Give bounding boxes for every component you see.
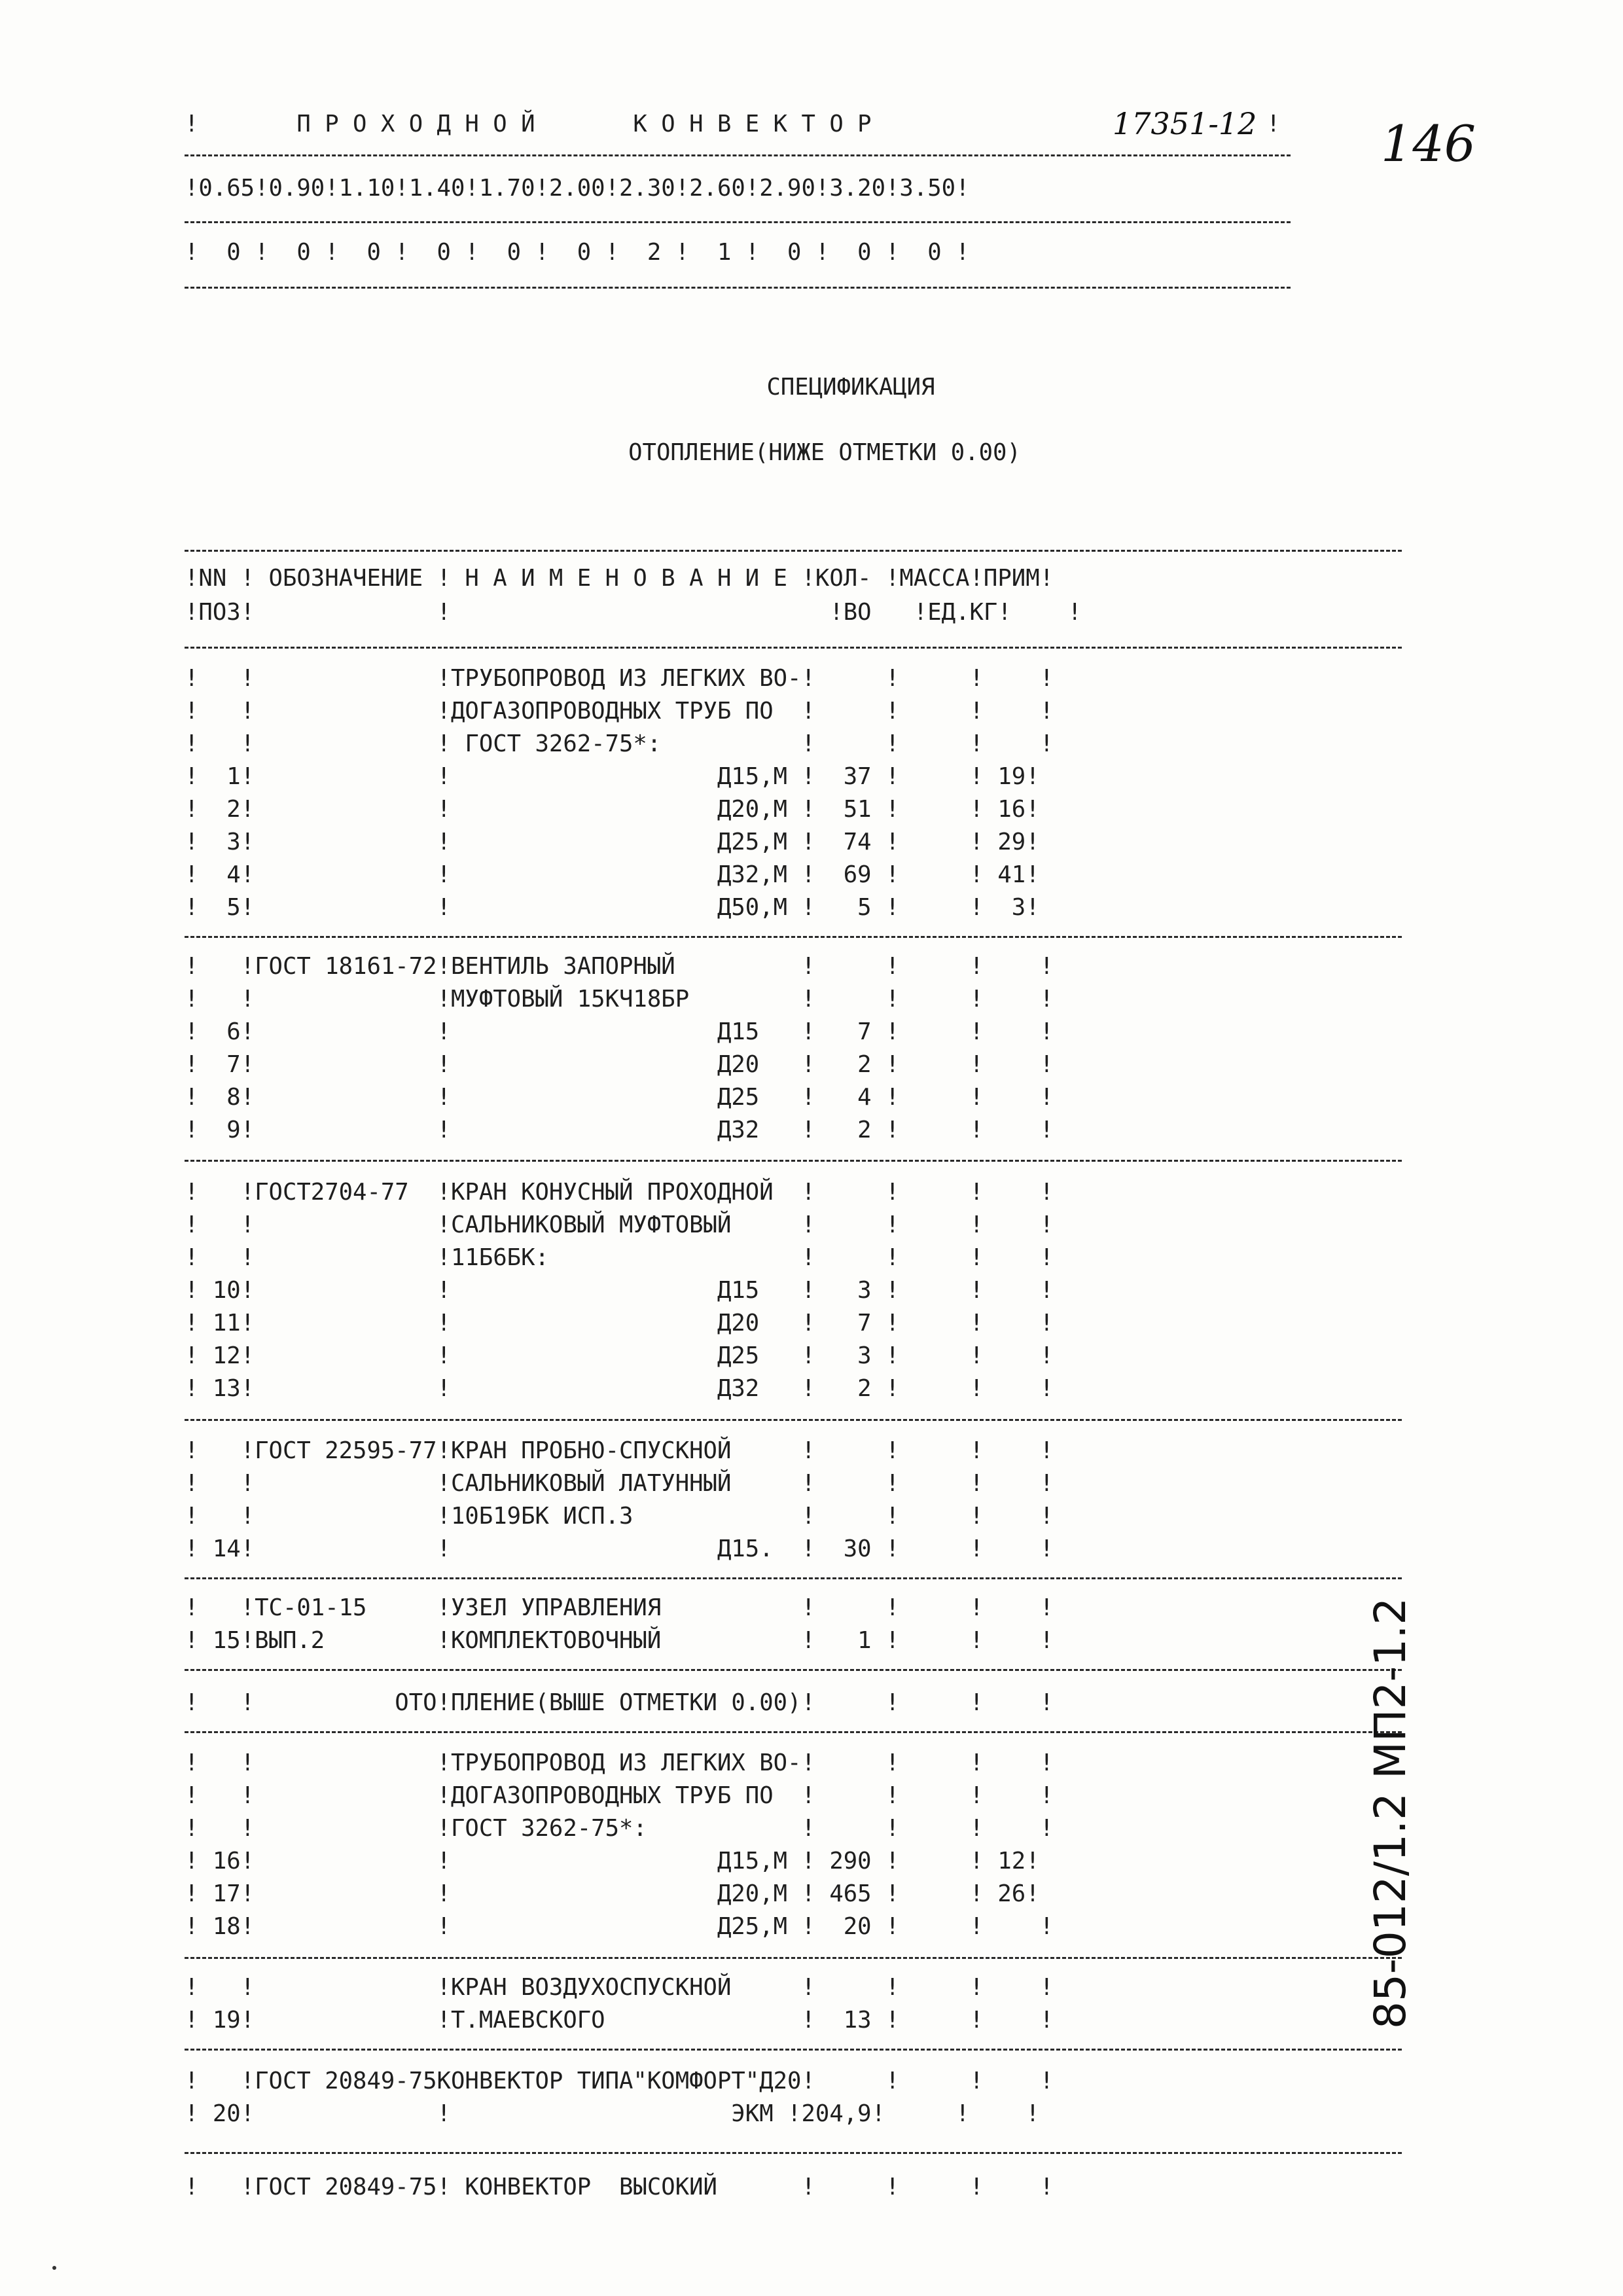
table-row: ! 13! ! Д32 ! 2 ! ! !	[185, 1375, 1054, 1402]
table-row: ! !ГОСТ 22595-77!КРАН ПРОБНО-СПУСКНОЙ ! ! ! !	[185, 1437, 1054, 1464]
table-row: ! 5! ! Д50,М ! 5 ! ! 3!	[185, 894, 1040, 921]
divider	[185, 936, 1402, 938]
divider	[185, 1419, 1402, 1421]
spec-title: СПЕЦИФИКАЦИЯ	[766, 374, 935, 401]
divider	[185, 1957, 1402, 1959]
divider	[185, 154, 1291, 156]
page-number: 146	[1381, 115, 1476, 173]
table-row: ! ! !ДОГАЗОПРОВОДНЫХ ТРУБ ПО ! ! ! !	[185, 1782, 1054, 1809]
table-row: ! ! !ГОСТ 3262-75*: ! ! ! !	[185, 1815, 1054, 1842]
divider	[185, 221, 1291, 223]
header-values-row: !0.65!0.90!1.10!1.40!1.70!2.00!2.30!2.60!2.90!3.20!3.50!	[185, 175, 970, 202]
table-row: ! 3! ! Д25,М ! 74 ! ! 29!	[185, 829, 1040, 855]
table-row: ! !ГОСТ 20849-75КОНВЕКТОР ТИПА"КОМФОРТ"Д20! ! ! !	[185, 2068, 1054, 2094]
table-row: ! 14! ! Д15. ! 30 ! ! !	[185, 1535, 1054, 1562]
table-row: ! ! !10Б19БК ИСП.3 ! ! ! !	[185, 1503, 1054, 1530]
table-header-line: !ПОЗ! ! !ВО !ЕД.КГ! !	[185, 599, 1082, 626]
table-row: ! 15!ВЫП.2 !КОМПЛЕКТОВОЧНЫЙ ! 1 ! ! !	[185, 1627, 1054, 1654]
handwritten-drawing-code: 17351-12	[1113, 106, 1257, 141]
table-row: ! !ГОСТ2704-77 !КРАН КОНУСНЫЙ ПРОХОДНОЙ ! ! ! !	[185, 1179, 1054, 1206]
margin-document-code: 85-012/1.2 МП2-1.2	[1365, 1597, 1416, 2029]
divider	[185, 2152, 1402, 2154]
table-row: ! 10! ! Д15 ! 3 ! ! !	[185, 1277, 1054, 1304]
header-title-line: ! П Р О Х О Д Н О Й К О Н В Е К Т О Р	[185, 111, 872, 137]
table-row: ! !ГОСТ 20849-75! КОНВЕКТОР ВЫСОКИЙ ! ! ! !	[185, 2174, 1054, 2200]
table-row: ! !ГОСТ 18161-72!ВЕНТИЛЬ ЗАПОРНЫЙ ! ! ! !	[185, 953, 1054, 980]
table-row: ! ! !ТРУБОПРОВОД ИЗ ЛЕГКИХ ВО-! ! ! !	[185, 1749, 1054, 1776]
table-row: ! 1! ! Д15,М ! 37 ! ! 19!	[185, 763, 1040, 790]
table-row: ! 11! ! Д20 ! 7 ! ! !	[185, 1310, 1054, 1336]
header-counts-row: ! 0 ! 0 ! 0 ! 0 ! 0 ! 0 ! 2 ! 1 ! 0 ! 0 ! 0 !	[185, 239, 970, 266]
table-row: ! 16! ! Д15,М ! 290 ! ! 12!	[185, 1848, 1040, 1874]
table-row: ! 18! ! Д25,М ! 20 ! ! !	[185, 1913, 1054, 1940]
table-row: ! ! !САЛЬНИКОВЫЙ МУФТОВЫЙ ! ! ! !	[185, 1211, 1054, 1238]
table-header-line: !NN ! ОБОЗНАЧЕНИЕ ! Н А И М Е Н О В А Н И Е !КОЛ- !МАССА!ПРИМ!	[185, 565, 1054, 592]
table-row: ! 4! ! Д32,М ! 69 ! ! 41!	[185, 861, 1040, 888]
table-row: ! 12! ! Д25 ! 3 ! ! !	[185, 1342, 1054, 1369]
table-row: ! ! !ДОГАЗОПРОВОДНЫХ ТРУБ ПО ! ! ! !	[185, 698, 1054, 725]
table-row: ! ! ОТО!ПЛЕНИЕ(ВЫШЕ ОТМЕТКИ 0.00)! ! ! !	[185, 1689, 1054, 1716]
divider	[185, 1731, 1402, 1733]
table-row: ! ! !11Б6БК: ! ! ! !	[185, 1244, 1054, 1271]
table-border-top	[185, 550, 1402, 552]
divider	[185, 647, 1402, 649]
divider	[185, 1160, 1402, 1162]
table-row: ! !ТС-01-15 !УЗЕЛ УПРАВЛЕНИЯ ! ! ! !	[185, 1594, 1054, 1621]
spec-subtitle: ОТОПЛЕНИЕ(НИЖЕ ОТМЕТКИ 0.00)	[628, 439, 1021, 466]
table-row: ! ! !МУФТОВЫЙ 15КЧ18БР ! ! ! !	[185, 986, 1054, 1013]
table-row: ! ! !КРАН ВОЗДУХОСПУСКНОЙ ! ! ! !	[185, 1974, 1054, 2001]
header-title-end: !	[1266, 111, 1281, 137]
divider	[185, 1577, 1402, 1579]
table-row: ! 6! ! Д15 ! 7 ! ! !	[185, 1018, 1054, 1045]
table-row: ! 19! !Т.МАЕВСКОГО ! 13 ! ! !	[185, 2007, 1054, 2034]
table-row: ! 2! ! Д20,М ! 51 ! ! 16!	[185, 796, 1040, 823]
table-row: ! ! !ТРУБОПРОВОД ИЗ ЛЕГКИХ ВО-! ! ! !	[185, 665, 1054, 692]
table-row: ! 8! ! Д25 ! 4 ! ! !	[185, 1084, 1054, 1111]
table-row: ! 9! ! Д32 ! 2 ! ! !	[185, 1117, 1054, 1143]
table-row: ! 7! ! Д20 ! 2 ! ! !	[185, 1051, 1054, 1078]
table-row: ! ! !САЛЬНИКОВЫЙ ЛАТУННЫЙ ! ! ! !	[185, 1470, 1054, 1497]
divider	[185, 287, 1291, 289]
scan-speck	[52, 2266, 56, 2270]
table-row: ! 20! ! ЭКМ !204,9! ! !	[185, 2100, 1040, 2127]
table-row: ! ! ! ГОСТ 3262-75*: ! ! ! !	[185, 730, 1054, 757]
table-row: ! 17! ! Д20,М ! 465 ! ! 26!	[185, 1880, 1040, 1907]
divider	[185, 2049, 1402, 2051]
divider	[185, 1669, 1402, 1671]
